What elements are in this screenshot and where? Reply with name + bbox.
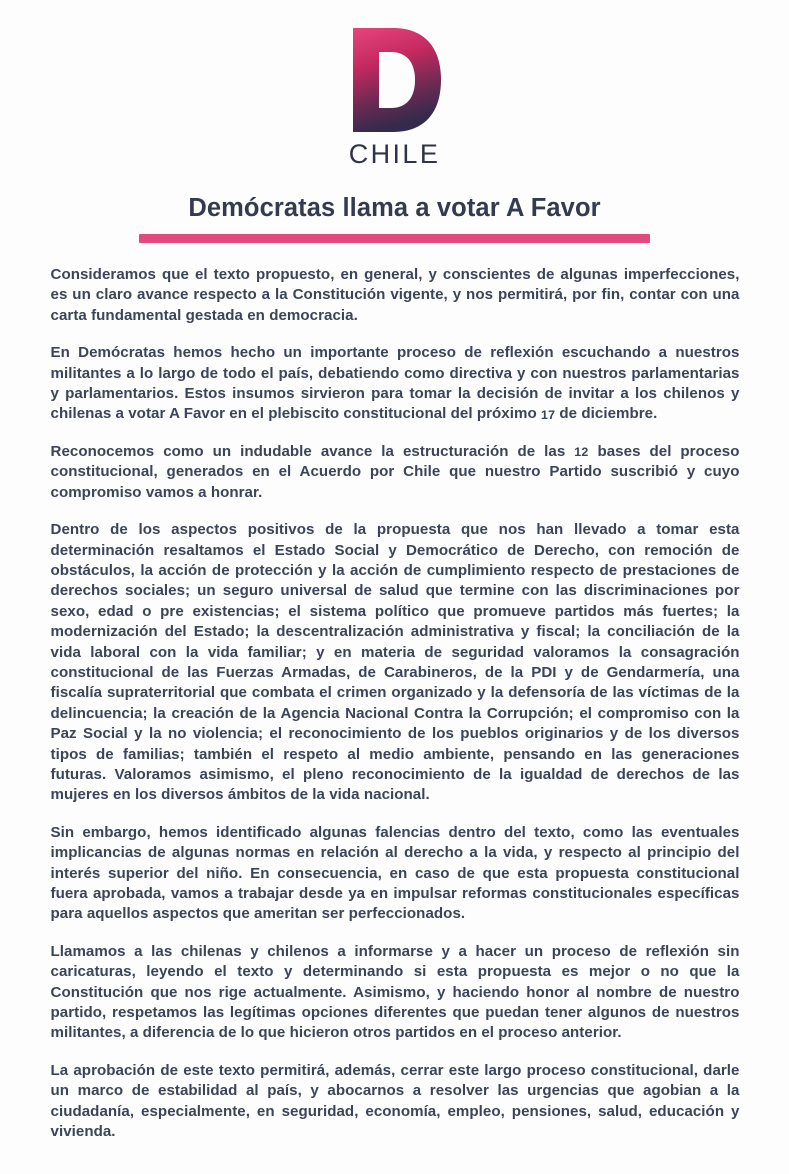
logo-letter-d-icon: [0, 26, 789, 134]
paragraph-6: [51, 942, 740, 1044]
paragraph-5-text: Sin embargo, hemos identificado algunas falencias dentro del texto, como las eventuales implicancias de algunas normas en relación al derecho a la vida, y respecto al principio del interés superior del niño. En consecuencia, en caso de que esta propuesta constitucional fuera aprobada, vamos a trabajar desde ya en impulsar reformas constitucionales específicas para aquellos aspectos que ameritan ser perfeccionados.: [50, 823, 740, 923]
paragraph-1: [51, 265, 740, 326]
page-title: Demócratas llama a votar A Favor: [188, 194, 601, 222]
title-block: [0, 194, 789, 243]
paragraph-7-text: La aprobación de este texto permitirá, además, cerrar este largo proceso constitucional, darle un marco de estabilidad al país, y abocarnos a resolver las urgencias que agobian a la ciudadanía, especialmente, en seguridad, economía, empleo, pensiones, salud, educación y vivienda.: [50, 1061, 740, 1141]
paragraph-2-text-after: de diciembre.: [555, 405, 658, 423]
paragraph-2-text-before: En Demócratas hemos hecho un importante proceso de reflexión escuchando a nuestros militantes a lo largo de todo el país, debatiendo como directiva y con nuestros parlamentarias y parlamentarios. Estos insumos sirvieron para tomar la decisión de invitar a los chilenos y chilenas a votar A Favor en el plebiscito constitucional del próximo: [50, 344, 740, 423]
paragraph-3-text-before: Reconocemos como un indudable avance la estructuración de las: [50, 442, 575, 460]
paragraph-3-text-after: bases del proceso constitucional, generados en el Acuerdo por Chile que nuestro Partido suscribió y cuyo compromiso vamos a honrar.: [50, 442, 740, 501]
paragraph-4-text: Dentro de los aspectos positivos de la propuesta que nos han llevado a tomar esta determinación resaltamos el Estado Social y Democrático de Derecho, con remoción de obstáculos, la acción de protección y la acción de cumplimiento respecto de prestaciones de derechos sociales; un seguro universal de salud que termine con las discriminaciones por sexo, edad o pre existencias; el sistema político que promueve partidos más fuertes; la modernización del Estado; la descentralización administrativa y fiscal; la conciliación de la vida laboral con la vida familiar; y en materia de seguridad valoramos la consagración constitucional de las Fuerzas Armadas, de Carabineros, de la PDI y de Gendarmería, una fiscalía supraterritorial que combata el crimen organizado y la defensoría de las víctimas de la delincuencia; la creación de la Agencia Nacional Contra la Corrupción; el compromiso con la Paz Social y la no violencia; el reconocimiento de los pueblos originarios y de los diversos tipos de familias; también el respeto al medio ambiente, pensando en las generaciones futuras. Valoramos asimismo, el pleno reconocimiento de la igualdad de derechos de las mujeres en los diversos ámbitos de la vida nacional.: [50, 521, 740, 804]
paragraph-5: [51, 823, 740, 925]
paragraph-4: [51, 520, 740, 806]
party-logo: [0, 0, 789, 168]
paragraph-3-number: 12: [574, 445, 589, 460]
paragraph-2-number: 17: [540, 407, 556, 422]
paragraph-2: [51, 343, 740, 425]
document-body: [50, 265, 740, 1142]
paragraph-1-text: Consideramos que el texto propuesto, en general, y conscientes de algunas imperfecciones, es un claro avance respecto a la Constitución vigente, y nos permitirá, por fin, contar con una carta fundamental gestada en democracia.: [50, 266, 740, 324]
logo-wordmark: CHILE: [348, 139, 441, 169]
title-underline-rule: [139, 234, 650, 243]
paragraph-3: [51, 442, 740, 503]
paragraph-6-text: Llamamos a las chilenas y chilenos a informarse y a hacer un proceso de reflexión sin caricaturas, leyendo el texto y determinando si esta propuesta es mejor o no que la Constitución que nos rige actualmente. Asimismo, y haciendo honor al nombre de nuestro partido, respetamos las legítimas opciones diferentes que puedan tener algunos de nuestros militantes, a diferencia de lo que hicieron otros partidos en el proceso anterior.: [50, 942, 740, 1042]
paragraph-7: [51, 1061, 740, 1143]
